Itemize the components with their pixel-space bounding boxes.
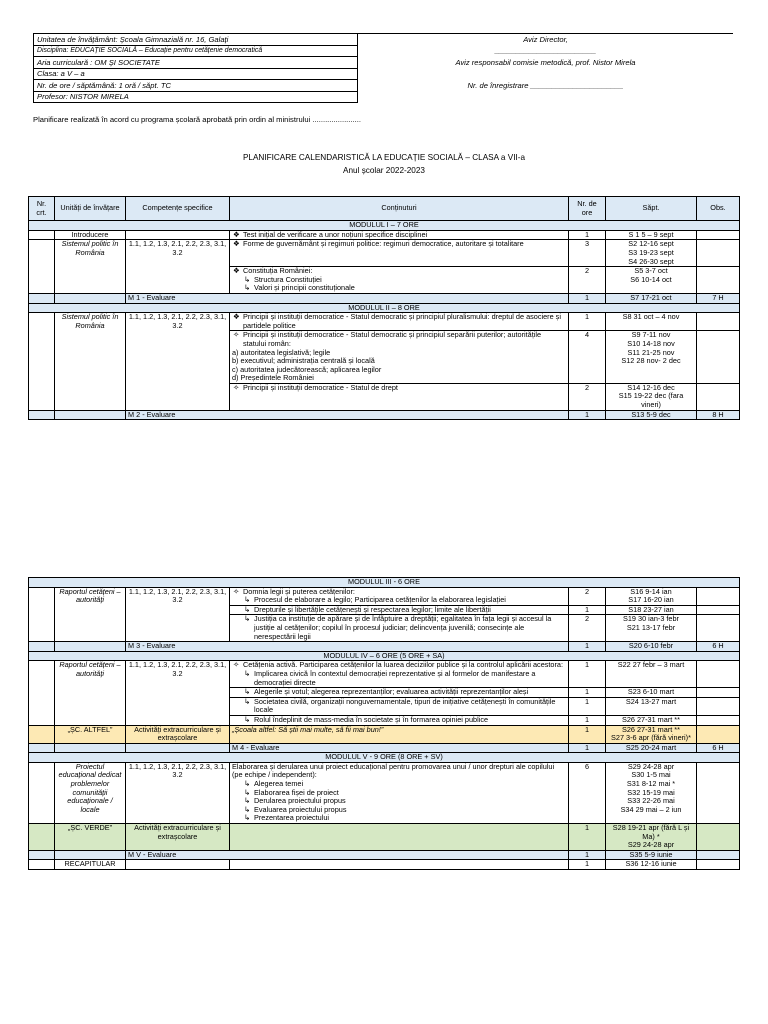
table-row: ↳ Justiția ca instituție de apărare și de înfăptuire a dreptății; egalitatea în fața legii și accesul la justiție al cetățenilor; copilul în procesul judiciar; delincvența juvenilă; consecințe ale nerespectării legii 2 S19 30 ian-3 febr S21 13-17 febr — [29, 615, 740, 642]
week: S27 3-6 apr (fără vineri)* — [611, 733, 691, 743]
content-text: Justiția ca instituție de apărare și de înfăptuire a dreptății; egalitatea în fața legii și accesul la justiție al cetățenilor; copilul în procesul judiciar; delincvența juvenilă; consecințe ale nerespectării legii — [254, 614, 552, 641]
module-5-title: MODULUL V - 9 ORE (8 ORE + SV) — [29, 753, 740, 763]
week: S10 14-18 nov — [627, 338, 675, 348]
evaluation-label: M V - Evaluare — [126, 850, 569, 860]
content-line: b) executivul; administrația centrală și locală — [232, 356, 375, 366]
planning-table-part-2 — [28, 577, 740, 870]
obs: 6 H — [697, 743, 740, 753]
teacher: Profesor: NISTOR MIRELA — [34, 91, 358, 103]
hours: 1 — [569, 410, 606, 420]
obs: 6 H — [697, 642, 740, 652]
week: S15 19-22 dec (fara vineri) — [618, 391, 684, 410]
week: S9 7-11 nov — [631, 330, 671, 340]
curricular-area: Aria curriculară : OM ȘI SOCIETATE — [34, 57, 358, 69]
content-text: Elaborarea și derularea unui proiect educațional pentru promovarea unui / unor drepturi ale copilului (pe echipe / independent): — [232, 761, 555, 780]
hours: 1 — [569, 850, 606, 860]
table-row — [29, 860, 740, 870]
hours: 1 — [569, 642, 606, 652]
col-contents: Conținuturi — [230, 197, 569, 221]
week: S29 24-28 apr — [627, 761, 675, 771]
content-subitem: Structura Constituției — [254, 274, 322, 284]
content-subitem: Evaluarea proiectului propus — [254, 804, 347, 814]
hours: 1 — [569, 715, 606, 725]
approval-note: Planificare realizată în acord cu programa școlară aprobată prin ordin al ministrului ....................... — [33, 115, 361, 124]
table-row: ✧ Principii și instituții democratice - Statul de drept 2 S14 12-16 dec S15 19-22 dec (fara vineri) — [29, 383, 740, 410]
planning-table-part-1 — [28, 196, 740, 420]
header-table — [33, 33, 733, 103]
table-header-row — [29, 197, 740, 221]
week: S32 15-19 mai — [627, 787, 675, 797]
col-nr: Nr. crt. — [29, 197, 55, 221]
unit-citizens-authorities: Raportul cetățeni – autorități — [55, 587, 126, 642]
table-row: ↳ Drepturile și libertățile cetățenești și respectarea legilor; limite ale libertății 1 S18 23-27 ian — [29, 605, 740, 615]
module-2-title: MODULUL II – 8 ORE — [29, 303, 740, 313]
director-approval: Aviz Director, — [358, 34, 734, 46]
table-row: Sistemul politic în România 1.1, 1.2, 1.3, 2.1, 2.2, 2.3, 3.1, 3.2 ❖ Principii și instituții democratice - Statul democratic și principiul pluralismului: dreptul de asociere și partidele politice 1 S8 31 oct – 4 nov — [29, 313, 740, 331]
content-line: a) autoritatea legislativă; legile — [232, 347, 331, 357]
competencies: 1.1, 1.2, 1.3, 2.1, 2.2, 2.3, 3.1, 3.2 — [126, 240, 230, 294]
committee-approval: Aviz responsabil comisie metodică, prof. Nistor Mirela — [358, 57, 734, 69]
week: S25 20-24 mart — [606, 743, 697, 753]
unit-political-system: Sistemul politic în România — [55, 313, 126, 411]
competencies: 1.1, 1.2, 1.3, 2.1, 2.2, 2.3, 3.1, 3.2 — [126, 313, 230, 411]
hours: 1 — [569, 743, 606, 753]
content-text: Drepturile și libertățile cetățenești și respectarea legilor; limite ale libertății — [254, 604, 491, 614]
hours: 1 — [569, 293, 606, 303]
week: S13 5-9 dec — [606, 410, 697, 420]
content-text: Rolul îndeplinit de mass-media în societate și în formarea opiniei publice — [254, 714, 489, 724]
week: S19 30 ian-3 febr — [623, 614, 679, 624]
evaluation-label: M 3 - Evaluare — [126, 642, 569, 652]
content-text: Test inițial de verificare a unor noțiuni specifice disciplinei — [243, 229, 428, 239]
hours: 1 — [569, 230, 606, 240]
week: S31 8-12 mai * — [626, 779, 676, 789]
obs: 7 H — [697, 293, 740, 303]
hours: 3 — [569, 240, 606, 267]
hours: 1 — [569, 697, 606, 715]
table-row: ✧ Principii și instituții democratice - Statul democratic și principiul separării puterilor; autoritățile statului român: a) autoritatea legislativă; legile b) executivul; administrația centrală și locală c) autoritatea judecătorească; aplicarea legilor d) Președintele României 4 S9 7-11 nov S10 14-18 nov S11 21-25 nov S12 28 nov- 2 dec — [29, 331, 740, 384]
week: S6 10-14 oct — [630, 274, 672, 284]
page-title: PLANIFICARE CALENDARISTICĂ LA EDUCAȚIE SOCIALĂ – CLASA a VII-a — [242, 153, 526, 162]
school-year: Anul școlar 2022-2023 — [343, 166, 425, 175]
week: S34 29 mai – 2 iun — [620, 804, 682, 814]
discipline: Disciplina: EDUCAȚIE SOCIALĂ – Educație pentru cetățenie democratică — [34, 45, 358, 57]
week: S36 12-16 iunie — [606, 860, 697, 870]
col-units: Unități de învățare — [55, 197, 126, 221]
evaluation-row — [29, 293, 740, 303]
hours: 4 — [569, 331, 606, 384]
table-row: Sistemul politic în România 1.1, 1.2, 1.3, 2.1, 2.2, 2.3, 3.1, 3.2 ❖ Forme de guvernământ și regimuri politice: regimuri democratice, autoritare și totalitare 3 S2 12-16 sept S3 19-23 sept S4 26-30 sept — [29, 240, 740, 267]
week: S7 17-21 oct — [606, 293, 697, 303]
hours: 2 — [569, 587, 606, 605]
week: S24 13-27 mart — [606, 697, 697, 715]
content-text: Principii și instituții democratice - Statul de drept — [243, 382, 398, 392]
header-right-blank-2 — [358, 91, 734, 103]
table-row: ❖ Constituția României: ↳ Structura Constituției ↳ Valori și principii constituționale 2 S5 3-7 oct S6 10-14 oct — [29, 267, 740, 294]
school-verde-row — [29, 824, 740, 851]
director-signature-line: ________________________ — [358, 45, 734, 57]
week: S28 19-21 apr (fără L și Ma) * — [612, 823, 690, 841]
week: S3 19-23 sept — [628, 247, 674, 257]
hours: 1 — [569, 688, 606, 698]
week: S33 22-26 mai — [627, 796, 675, 806]
week: S35 5-9 iunie — [606, 850, 697, 860]
hours: 2 — [569, 383, 606, 410]
content-subitem: Elaborarea fișei de proiect — [254, 787, 339, 797]
content-text: Principii și instituții democratice - Statul democratic și principiul pluralismului: dreptul de asociere și partidele politice — [243, 312, 561, 330]
week: S29 24-28 apr — [627, 840, 675, 850]
col-competencies: Competențe specifice — [126, 197, 230, 221]
obs: 8 H — [697, 410, 740, 420]
table-row: Raportul cetățeni – autorități 1.1, 1.2, 1.3, 2.1, 2.2, 2.3, 3.1, 3.2 ✧ Cetățenia activă. Participarea cetățenilor la luarea deciziilor publice și la controlul aplicării acestora: ↳ Implicarea civică în contextul democrației reprezentative și al formelor de manifestare a democrației directe 1 S22 27 febr – 3 mart — [29, 661, 740, 688]
module-4-title: MODULUL IV – 6 ORE (5 ORE + SA) — [29, 651, 740, 661]
content-text: Forme de guvernământ și regimuri politice: regimuri democratice, autoritare și totalitare — [243, 239, 524, 249]
evaluation-row — [29, 642, 740, 652]
week: S21 13-17 febr — [626, 622, 676, 632]
week: S30 1-5 mai — [631, 770, 671, 780]
hours: 1 — [569, 824, 606, 851]
hours: 1 — [569, 661, 606, 688]
evaluation-row — [29, 410, 740, 420]
week: S18 23-27 ian — [606, 605, 697, 615]
col-hours: Nr. de ore — [569, 197, 606, 221]
competencies: 1.1, 1.2, 1.3, 2.1, 2.2, 2.3, 3.1, 3.2 — [126, 762, 230, 823]
unit-altfel: „ȘC. ALTFEL” — [55, 725, 126, 743]
content-subitem: Procesul de elaborare a legilo; Participarea cetățenilor la elaborarea legislației — [254, 595, 506, 605]
week: S17 16-20 ian — [628, 595, 674, 605]
hours: 1 — [569, 860, 606, 870]
hours: 1 — [569, 313, 606, 331]
content-subitem: Valori și principii constituționale — [254, 283, 355, 293]
content-line: d) Președintele României — [232, 373, 314, 383]
week: S22 27 febr – 3 mart — [606, 661, 697, 688]
content-subitem: Implicarea civică în contextul democrației reprezentative și al formelor de manifestare a democrației directe — [254, 668, 536, 687]
week: S26 27-31 mart ** — [606, 715, 697, 725]
week: S11 21-25 nov — [627, 347, 675, 357]
content-text: Societatea civilă, organizații nonguvernamentale, tipuri de inițiative cetățenești în comunitățile locale — [254, 696, 556, 715]
content-subitem: Prezentarea proiectului — [254, 813, 330, 823]
week: S4 26-30 sept — [628, 256, 674, 266]
week: S8 31 oct – 4 nov — [606, 313, 697, 331]
unit-recap: RECAPITULAR — [55, 860, 126, 870]
unit-verde: „ȘC. VERDE” — [55, 824, 126, 851]
school-altfel-row — [29, 725, 740, 743]
unit-political-system: Sistemul politic în România — [55, 240, 126, 294]
content-line: c) autoritatea judecătorească; aplicarea legilor — [232, 364, 382, 374]
table-row: Proiectul educațional dedicat problemelor comunității educaționale / locale 1.1, 1.2, 1.3, 2.1, 2.2, 2.3, 3.1, 3.2 Elaborarea și derularea unui proiect educațional pentru promovarea unui / unor drepturi ale copilului (pe echipe / independent): ↳ Alegerea temei ↳ Elaborarea fișei de proiect ↳ Derularea proiectului propus ↳ Evaluarea proiectului propus ↳ Prezentarea proiectului 6 S29 24-28 apr S30 1-5 mai S31 8-12 mai * S32 15-19 mai S33 22-26 mai S34 29 mai – 2 iun — [29, 762, 740, 823]
week: S2 12-16 sept — [628, 239, 674, 249]
table-row: ↳ Rolul îndeplinit de mass-media în societate și în formarea opiniei publice 1 S26 27-31 mart ** — [29, 715, 740, 725]
content-text: Constituția României: — [243, 266, 313, 276]
week: S23 6-10 mart — [606, 688, 697, 698]
class-info: Clasa: a V – a — [34, 68, 358, 80]
content-text: Principii și instituții democratice - Statul democratic și principiul separării puterilor; autoritățile statului român: — [243, 330, 542, 348]
module-3-title: MODULUL III - 6 ORE — [29, 578, 740, 588]
col-weeks: Săpt. — [606, 197, 697, 221]
week: S14 12-16 dec — [627, 382, 675, 392]
table-row: ↳ Societatea civilă, organizații nonguvernamentale, tipuri de inițiative cetățenești în comunitățile locale 1 S24 13-27 mart — [29, 697, 740, 715]
module-1-title: MODULUL I – 7 ORE — [29, 221, 740, 231]
hours: 2 — [569, 267, 606, 294]
evaluation-label: M 1 - Evaluare — [126, 293, 569, 303]
competencies: Activități extracurriculare și extrașcolare — [126, 824, 230, 851]
content-subitem: Alegerea temei — [254, 779, 304, 789]
header-right-blank — [358, 68, 734, 80]
content-text: Domnia legii și puterea cetățenilor: — [243, 586, 355, 596]
content-text: „Școala altfel: Să știi mai multe, să fii mai bun!” — [230, 725, 569, 743]
evaluation-label: M 2 - Evaluare — [126, 410, 569, 420]
hours: 2 — [569, 615, 606, 642]
content-subitem: Derularea proiectului propus — [254, 796, 346, 806]
unit-educational-project: Proiectul educațional dedicat problemelor comunității educaționale / locale — [55, 762, 126, 823]
unit-intro: Introducere — [55, 230, 126, 240]
week: S12 28 nov- 2 dec — [621, 356, 681, 366]
hours: 1 — [569, 605, 606, 615]
table-row: ↳ Alegerile și votul; alegerea reprezentanților; evaluarea activității reprezentanților aleși 1 S23 6-10 mart — [29, 688, 740, 698]
competencies: 1.1, 1.2, 1.3, 2.1, 2.2, 2.3, 3.1, 3.2 — [126, 661, 230, 725]
table-row: Introducere ❖ Test inițial de verificare a unor noțiuni specifice disciplinei 1 S 1 5 – 9 sept — [29, 230, 740, 240]
week: S26 27-31 mart ** — [621, 724, 680, 734]
week: S20 6-10 febr — [606, 642, 697, 652]
competencies: Activități extracurriculare și extrașcolare — [126, 725, 230, 743]
content-text: Alegerile și votul; alegerea reprezentanților; evaluarea activității reprezentanților aleși — [254, 687, 529, 697]
hours: 1 — [569, 725, 606, 743]
unit-citizens-authorities: Raportul cetățeni – autorități — [55, 661, 126, 725]
week: S 1 5 – 9 sept — [606, 230, 697, 240]
hours: 6 — [569, 762, 606, 823]
content-text: Cetățenia activă. Participarea cetățenilor la luarea deciziilor publice și la controlul aplicării acestora: — [243, 660, 564, 670]
hours-per-week: Nr. de ore / săptămână: 1 oră / săpt. TC — [34, 80, 358, 92]
table-row: Raportul cetățeni – autorități 1.1, 1.2, 1.3, 2.1, 2.2, 2.3, 3.1, 3.2 ✧ Domnia legii și puterea cetățenilor: ↳ Procesul de elaborare a legilo; Participarea cetățenilor la elaborarea legislației 2 S16 9-14 ian S17 16-20 ian — [29, 587, 740, 605]
school-unit: Unitatea de învățământ: Școala Gimnazială nr. 16, Galați — [34, 34, 358, 46]
competencies: 1.1, 1.2, 1.3, 2.1, 2.2, 2.3, 3.1, 3.2 — [126, 587, 230, 642]
week: S16 9-14 ian — [630, 586, 672, 596]
col-obs: Obs. — [697, 197, 740, 221]
week: S5 3-7 oct — [634, 266, 668, 276]
evaluation-label: M 4 - Evaluare — [230, 743, 569, 753]
registration-number: Nr. de înregistrare ______________________ — [358, 80, 734, 92]
